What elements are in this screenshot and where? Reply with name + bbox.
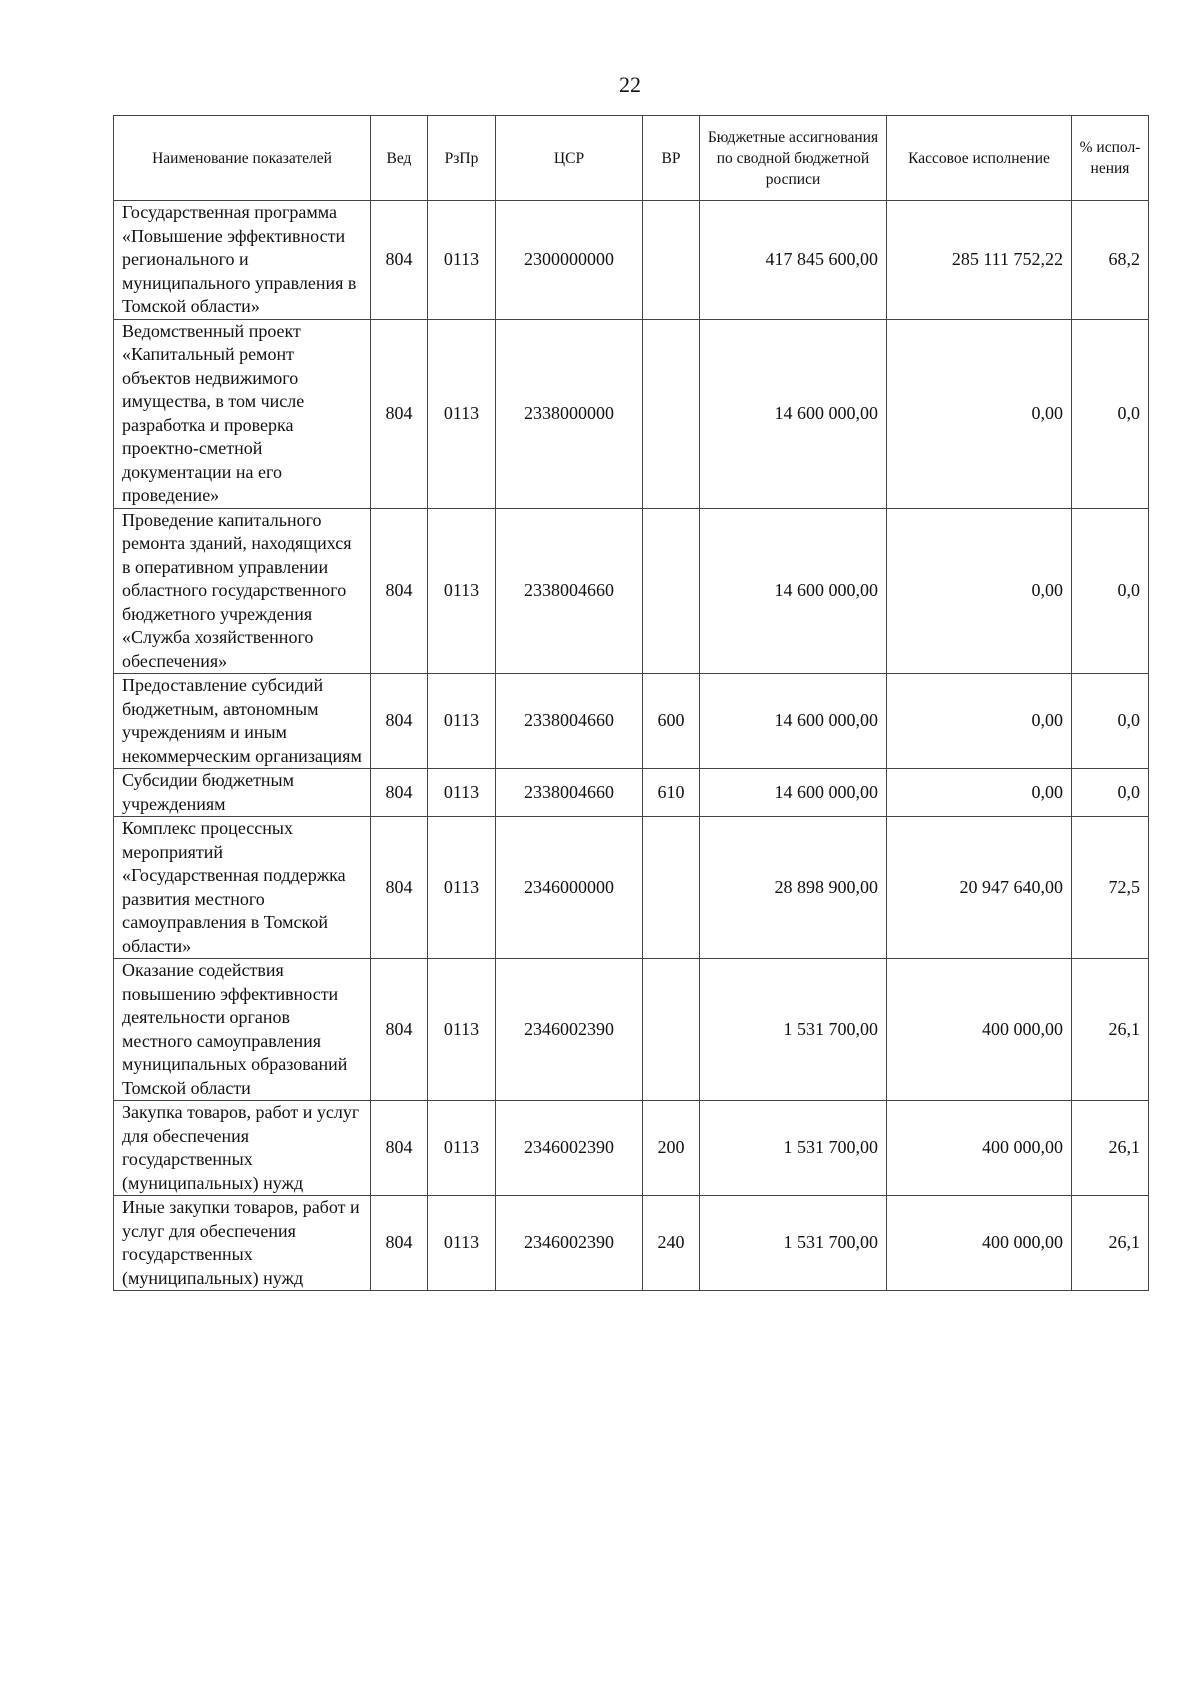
cell-csr: 2338000000: [496, 319, 643, 508]
cell-cash: 0,00: [887, 674, 1072, 769]
cell-cash: 20 947 640,00: [887, 817, 1072, 959]
cell-budget: 417 845 600,00: [700, 201, 887, 320]
table-row: [114, 959, 1149, 1101]
cell-name: Ведомственный проект «Капитальный ремонт объектов недвижимого имущества, в том числе разработка и проверка проектно-сметной документации на его проведение»: [114, 319, 371, 508]
cell-rzpr: 0113: [428, 1101, 496, 1196]
cell-name: Закупка товаров, работ и услуг для обеспечения государственных (муниципальных) нужд: [114, 1101, 371, 1196]
cell-rzpr: 0113: [428, 201, 496, 320]
cell-percent: 68,2: [1072, 201, 1149, 320]
header-budget: Бюджетные ассигнования по сводной бюджетной росписи: [700, 116, 887, 201]
header-csr: ЦСР: [496, 116, 643, 201]
cell-ved: 804: [371, 201, 428, 320]
cell-rzpr: 0113: [428, 1196, 496, 1291]
cell-csr: 2346002390: [496, 1101, 643, 1196]
cell-percent: 0,0: [1072, 674, 1149, 769]
cell-rzpr: 0113: [428, 817, 496, 959]
cell-ved: 804: [371, 959, 428, 1101]
header-cash: Кассовое исполнение: [887, 116, 1072, 201]
cell-rzpr: 0113: [428, 769, 496, 817]
cell-cash: 400 000,00: [887, 1101, 1072, 1196]
cell-vr: [643, 959, 700, 1101]
cell-percent: 0,0: [1072, 319, 1149, 508]
cell-cash: 285 111 752,22: [887, 201, 1072, 320]
cell-vr: 240: [643, 1196, 700, 1291]
header-rzpr: РзПр: [428, 116, 496, 201]
cell-percent: 0,0: [1072, 508, 1149, 674]
cell-vr: [643, 201, 700, 320]
cell-budget: 1 531 700,00: [700, 1101, 887, 1196]
table-row: [114, 769, 1149, 817]
cell-ved: 804: [371, 508, 428, 674]
cell-csr: 2300000000: [496, 201, 643, 320]
cell-vr: [643, 319, 700, 508]
table-row: [114, 1101, 1149, 1196]
cell-budget: 28 898 900,00: [700, 817, 887, 959]
cell-ved: 804: [371, 817, 428, 959]
cell-percent: 26,1: [1072, 1196, 1149, 1291]
cell-percent: 26,1: [1072, 1101, 1149, 1196]
cell-name: Предоставление субсидий бюджетным, автономным учреждениям и иным некоммерческим организациям: [114, 674, 371, 769]
cell-ved: 804: [371, 319, 428, 508]
cell-ved: 804: [371, 1101, 428, 1196]
cell-percent: 0,0: [1072, 769, 1149, 817]
cell-ved: 804: [371, 769, 428, 817]
cell-rzpr: 0113: [428, 319, 496, 508]
cell-budget: 14 600 000,00: [700, 674, 887, 769]
cell-percent: 26,1: [1072, 959, 1149, 1101]
table-row: [114, 319, 1149, 508]
budget-execution-table: [113, 115, 1149, 1291]
table-row: [114, 1196, 1149, 1291]
cell-vr: [643, 508, 700, 674]
cell-csr: 2338004660: [496, 674, 643, 769]
cell-csr: 2346002390: [496, 959, 643, 1101]
cell-cash: 400 000,00: [887, 1196, 1072, 1291]
cell-csr: 2338004660: [496, 508, 643, 674]
cell-name: Государственная программа «Повышение эффективности регионального и муниципального управления в Томской области»: [114, 201, 371, 320]
page-number: 22: [619, 72, 641, 97]
cell-budget: 1 531 700,00: [700, 959, 887, 1101]
cell-cash: 400 000,00: [887, 959, 1072, 1101]
header-name: Наименование показателей: [114, 116, 371, 201]
cell-budget: 14 600 000,00: [700, 319, 887, 508]
table-row: [114, 508, 1149, 674]
cell-budget: 14 600 000,00: [700, 508, 887, 674]
cell-rzpr: 0113: [428, 959, 496, 1101]
cell-budget: 14 600 000,00: [700, 769, 887, 817]
cell-csr: 2346000000: [496, 817, 643, 959]
header-vr: ВР: [643, 116, 700, 201]
cell-name: Комплекс процессных мероприятий «Государственная поддержка развития местного самоуправления в Томской области»: [114, 817, 371, 959]
cell-csr: 2346002390: [496, 1196, 643, 1291]
cell-csr: 2338004660: [496, 769, 643, 817]
cell-vr: 600: [643, 674, 700, 769]
header-ved: Вед: [371, 116, 428, 201]
header-percent: % испол-нения: [1072, 116, 1149, 201]
cell-rzpr: 0113: [428, 674, 496, 769]
cell-vr: [643, 817, 700, 959]
header-row: [114, 116, 1149, 201]
table-row: [114, 201, 1149, 320]
cell-ved: 804: [371, 674, 428, 769]
table-row: [114, 817, 1149, 959]
cell-ved: 804: [371, 1196, 428, 1291]
cell-name: Оказание содействия повышению эффективности деятельности органов местного самоуправления муниципальных образований Томской области: [114, 959, 371, 1101]
cell-budget: 1 531 700,00: [700, 1196, 887, 1291]
cell-name: Проведение капитального ремонта зданий, находящихся в оперативном управлении областного государственного бюджетного учреждения «Служба хозяйственного обеспечения»: [114, 508, 371, 674]
table-row: [114, 674, 1149, 769]
cell-cash: 0,00: [887, 508, 1072, 674]
cell-rzpr: 0113: [428, 508, 496, 674]
cell-name: Субсидии бюджетным учреждениям: [114, 769, 371, 817]
cell-name: Иные закупки товаров, работ и услуг для обеспечения государственных (муниципальных) нужд: [114, 1196, 371, 1291]
cell-percent: 72,5: [1072, 817, 1149, 959]
cell-cash: 0,00: [887, 319, 1072, 508]
cell-vr: 200: [643, 1101, 700, 1196]
cell-cash: 0,00: [887, 769, 1072, 817]
cell-vr: 610: [643, 769, 700, 817]
